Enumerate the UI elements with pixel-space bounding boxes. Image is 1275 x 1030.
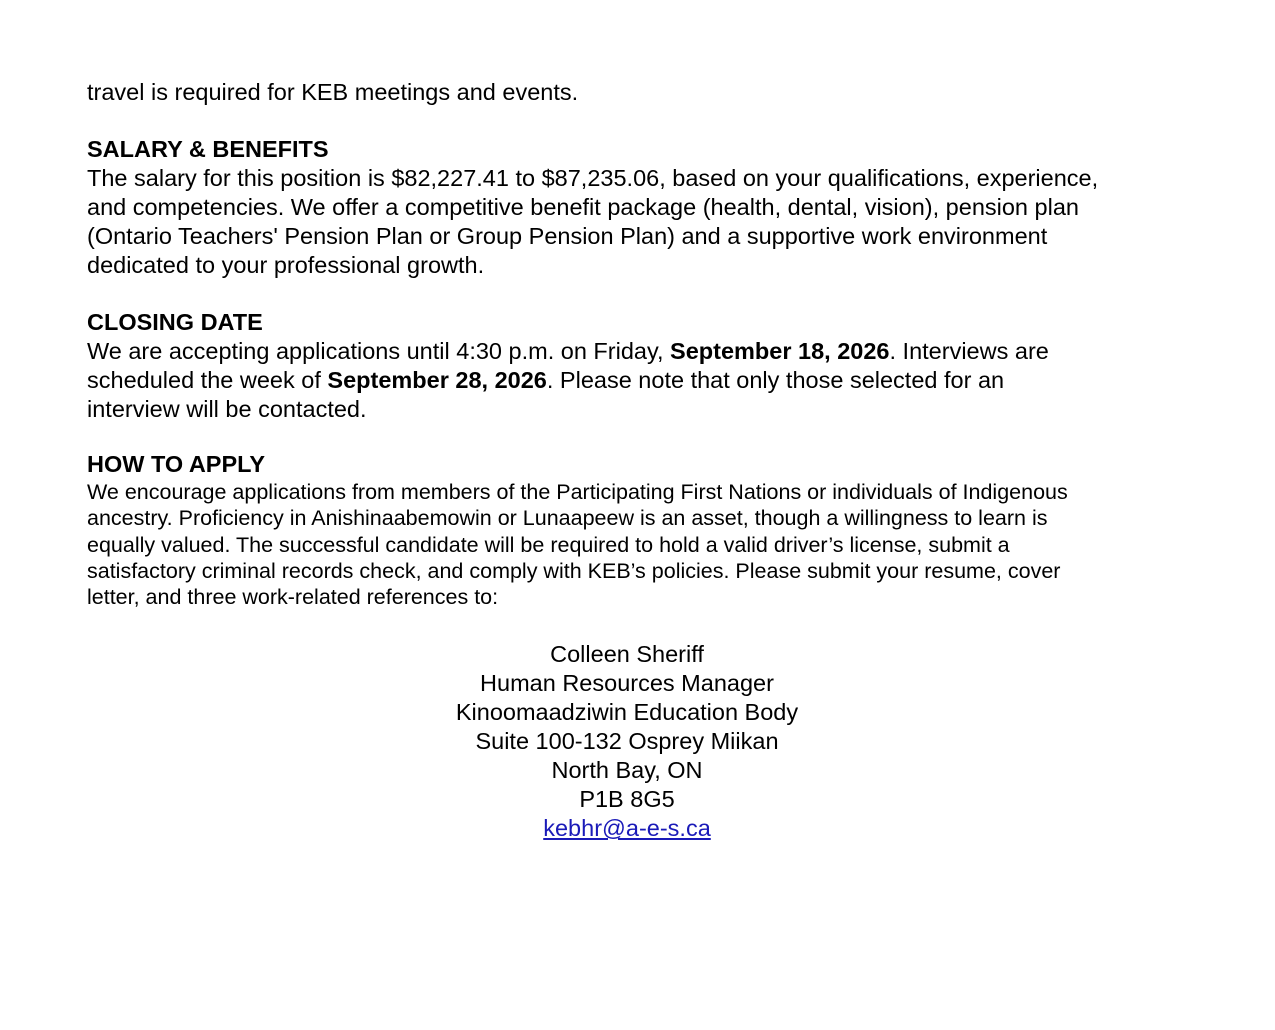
- salary-line-4: dedicated to your professional growth.: [87, 252, 485, 278]
- closing-text: scheduled the week of: [87, 367, 328, 393]
- apply-line-4: satisfactory criminal records check, and comply with KEB’s policies. Please submit your resume, cover: [87, 558, 1061, 583]
- contact-postal: P1B 8G5: [579, 786, 675, 813]
- closing-heading: CLOSING DATE: [87, 309, 263, 335]
- closing-text: We are accepting applications until 4:30 p.m. on Friday,: [87, 338, 671, 364]
- contact-name: Colleen Sheriff: [550, 641, 704, 668]
- salary-line-3: (Ontario Teachers' Pension Plan or Group Pension Plan) and a supportive work environment: [87, 223, 1048, 249]
- contact-email-link[interactable]: kebhr@a-e-s.ca: [543, 815, 711, 842]
- document-page: [87, 78, 1187, 843]
- contact-address: Suite 100-132 Osprey Miikan: [475, 728, 779, 755]
- apply-line-2: ancestry. Proficiency in Anishinaabemowin or Lunaapeew is an asset, though a willingness to learn is: [87, 506, 1048, 531]
- closing-text: . Interviews are: [889, 338, 1049, 364]
- salary-heading: SALARY & BENEFITS: [87, 136, 329, 162]
- spacer: [87, 610, 1187, 640]
- contact-city: North Bay, ON: [551, 757, 703, 784]
- closing-line-2: [87, 366, 1187, 395]
- closing-text: . Please note that only those selected for an: [546, 367, 1005, 393]
- apply-line-5: letter, and three work-related references to:: [87, 585, 499, 610]
- contact-organization: Kinoomaadziwin Education Body: [455, 699, 799, 726]
- spacer: [87, 424, 1187, 450]
- salary-line-2: and competencies. We offer a competitive benefit package (health, dental, vision), pension plan: [87, 194, 1079, 220]
- contact-title: Human Resources Manager: [480, 670, 774, 697]
- apply-heading: HOW TO APPLY: [87, 451, 266, 477]
- apply-line-1: We encourage applications from members of the Participating First Nations or individuals of Indigenous: [87, 480, 1068, 504]
- spacer: [87, 107, 1187, 135]
- spacer: [87, 280, 1187, 308]
- closing-line-1: [87, 337, 1187, 366]
- contact-email-line: [87, 814, 1167, 843]
- intro-line: travel is required for KEB meetings and events.: [87, 79, 579, 105]
- apply-line-3: equally valued. The successful candidate will be required to hold a valid driver’s license, submit a: [87, 532, 1010, 557]
- salary-line-1: The salary for this position is $82,227.41 to $87,235.06, based on your qualifications, experience,: [87, 165, 1099, 191]
- interview-date: September 28, 2026: [327, 367, 547, 393]
- closing-line-3: interview will be contacted.: [87, 396, 367, 422]
- contact-block: [87, 640, 1167, 843]
- closing-date: September 18, 2026: [670, 338, 890, 364]
